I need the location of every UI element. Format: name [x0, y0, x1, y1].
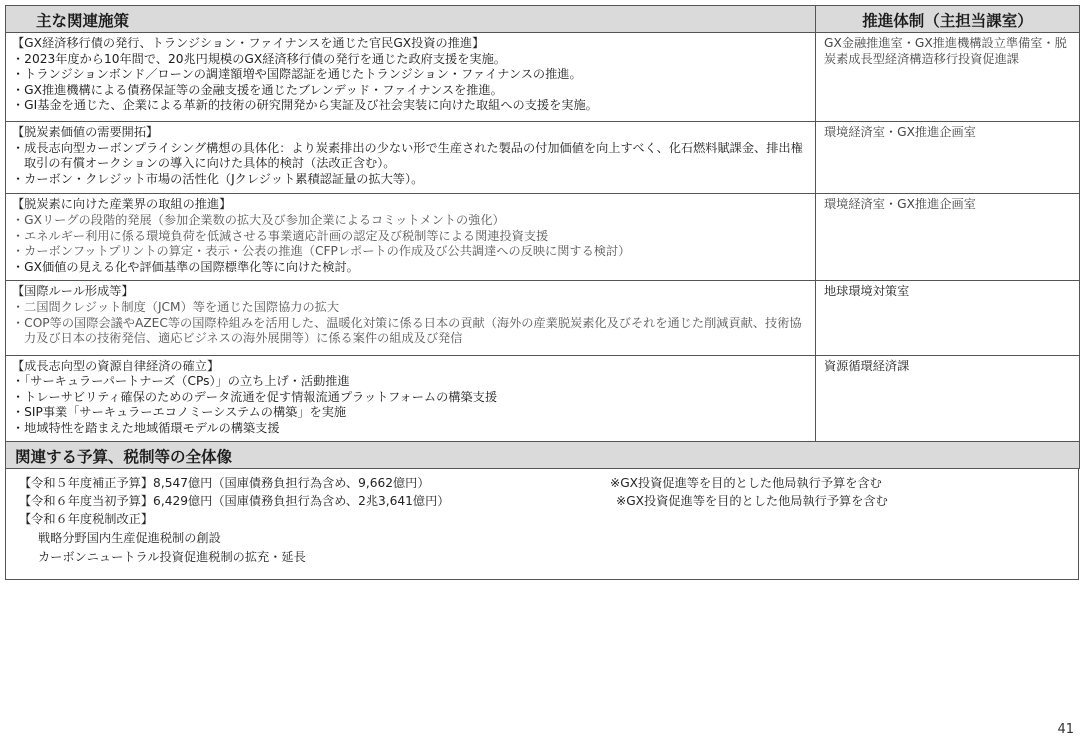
section-row — [6, 281, 1080, 355]
header-structure: 推進体制（主担当課室） — [816, 6, 1080, 33]
page-number: 41 — [1057, 722, 1074, 737]
header-measures: 主な関連施策 — [6, 6, 816, 33]
department-cell: 地球環境対策室 — [816, 281, 1080, 355]
list-item: ・トレーサビリティ確保のためのデータ流通を促す情報流通プラットフォームの構築支援 — [12, 389, 498, 404]
list-item: ・SIP事業「サーキュラーエコノミーシステムの構築」を実施 — [12, 405, 347, 420]
section-content — [6, 355, 816, 441]
budget-line-fy5-supplementary: 【令和５年度補正予算】8,547億円（国庫債務負担行為含め、9,662億円） — [19, 475, 430, 490]
section-title: 【脱炭素価値の需要開拓】 — [12, 124, 159, 139]
list-item: ・GX推進機構による債務保証等の金融支援を通じたブレンデッド・ファイナンスを推進。 — [12, 82, 503, 97]
section-title: 【国際ルール形成等】 — [12, 284, 134, 299]
list-item: ・2023年度から10年間で、20兆円規模のGX経済移行債の発行を通じた政府支援を実施。 — [12, 51, 506, 66]
section-row — [6, 355, 1080, 441]
section-content — [6, 33, 816, 122]
section-row — [6, 33, 1080, 122]
list-item: ・カーボン・クレジット市場の活性化（Jクレジット累積認証量の拡大等）。 — [12, 171, 424, 186]
department-cell: 資源循環経済課 — [816, 355, 1080, 441]
list-item: ・エネルギー利用に係る環境負荷を低減させる事業適応計画の認定及び税制等による関連投資支援 — [12, 228, 549, 243]
budget-note: ※GX投資促進等を目的とした他局執行予算を含む — [616, 493, 888, 508]
department-cell: 環境経済室・GX推進企画室 — [816, 194, 1080, 281]
budget-heading-row — [6, 441, 1080, 468]
policy-table — [5, 5, 1079, 580]
section-title: 【成長志向型の資源自律経済の確立】 — [12, 358, 220, 373]
list-item: ・「サーキュラーパートナーズ（CPs）」の立ち上げ・活動推進 — [12, 374, 350, 389]
tax-item: カーボンニュートラル投資促進税制の拡充・延長 — [38, 549, 306, 564]
list-item: ・地域特性を踏まえた地域循環モデルの構築支援 — [12, 421, 280, 436]
list-item: ・GX価値の見える化や評価基準の国際標準化等に向けた検討。 — [12, 259, 359, 274]
section-title: 【GX経済移行債の発行、トランジション・ファイナンスを通じた官民GX投資の推進】 — [12, 36, 485, 50]
list-item: ・二国間クレジット制度（JCM）等を通じた国際協力の拡大 — [12, 299, 340, 314]
section-content — [6, 281, 816, 355]
table-header-row — [6, 6, 1080, 33]
list-item: ・成長志向型カーボンプライシング構想の具体化：より炭素排出の少ない形で生産された製品の付加価値を向上すべく、化石燃料賦課金、排出権取引の有償オークションの導入に向けた具体的検討（法改正含む）。 — [12, 140, 803, 171]
tax-item: 戦略分野国内生産促進税制の創設 — [38, 530, 221, 545]
budget-box — [5, 469, 1079, 580]
list-item: ・GI基金を通じた、企業による革新的技術の研究開発から実証及び社会実装に向けた取組への支援を実施。 — [12, 98, 598, 113]
section-content — [6, 194, 816, 281]
list-item: ・GXリーグの段階的発展（参加企業数の拡大及び参加企業によるコミットメントの強化） — [12, 212, 505, 227]
section-content — [6, 121, 816, 193]
section-title: 【脱炭素に向けた産業界の取組の推進】 — [12, 197, 232, 212]
budget-heading: 関連する予算、税制等の全体像 — [6, 441, 1080, 468]
budget-note: ※GX投資促進等を目的とした他局執行予算を含む — [610, 475, 882, 490]
department-cell: 環境経済室・GX推進企画室 — [816, 121, 1080, 193]
list-item: ・カーボンフットプリントの算定・表示・公表の推進（CFPレポートの作成及び公共調達への反映に関する検討） — [12, 244, 631, 259]
section-row — [6, 121, 1080, 193]
section-row — [6, 194, 1080, 281]
list-item: ・トランジションボンド／ローンの調達額増や国際認証を通じたトランジション・ファイナンスの推進。 — [12, 67, 582, 82]
list-item: ・COP等の国際会議やAZEC等の国際枠組みを活用した、温暖化対策に係る日本の貢献（海外の産業脱炭素化及びそれを通じた削減貢献、技術協力及び日本の技術発信、適応ビジネスの海外展開等）に係る案件の組成及び発信 — [12, 315, 802, 346]
budget-line-fy6-initial: 【令和６年度当初予算】6,429億円（国庫債務負担行為含め、2兆3,641億円） — [19, 493, 450, 508]
budget-line-tax-reform: 【令和６年度税制改正】 — [19, 511, 154, 526]
department-cell: GX金融推進室・GX推進機構設立準備室・脱炭素成長型経済構造移行投資促進課 — [816, 33, 1080, 122]
